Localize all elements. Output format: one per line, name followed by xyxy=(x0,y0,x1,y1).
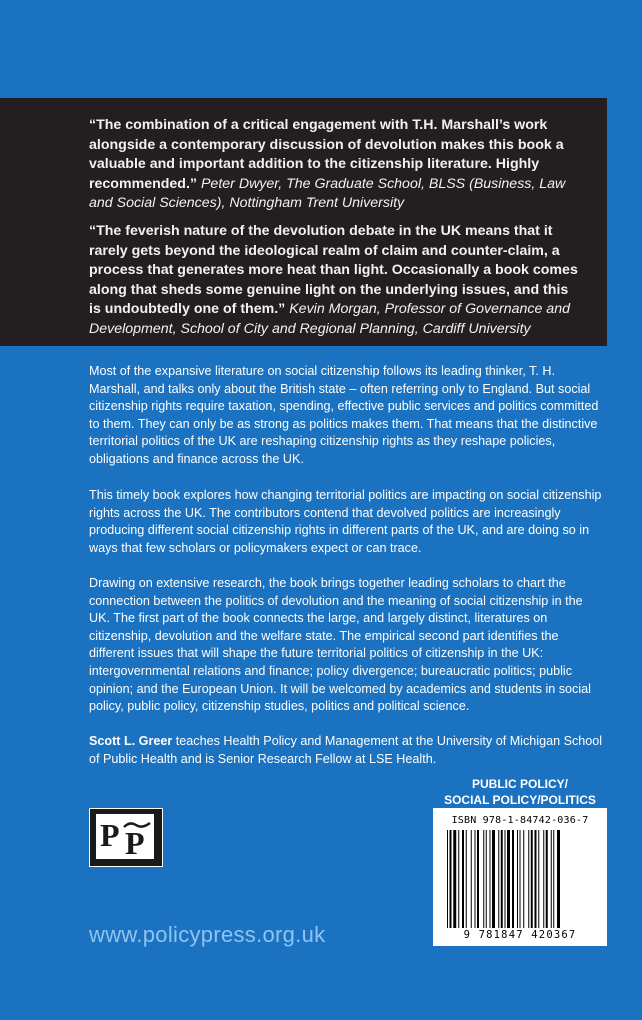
barcode-bar xyxy=(447,830,448,928)
barcode-bar xyxy=(486,830,487,928)
barcode-bar xyxy=(492,830,495,928)
barcode-digits: 9 781847 420367 xyxy=(463,929,577,941)
endorsements-panel xyxy=(0,98,607,346)
subject-category xyxy=(433,776,607,808)
barcode-bar xyxy=(512,830,514,928)
barcode-bar xyxy=(546,830,548,928)
barcode-bar xyxy=(458,830,459,928)
barcode-bar xyxy=(538,830,539,928)
endorsement-text: “The feverish nature of the devolution debate in the UK means that it rarely gets beyond the ideological realm of claim and counter-claim, a process that generates more heat than light. Occasionally a book comes along that sheds some genuine light on the underlying issues, and this is undoubtedly one of them.” xyxy=(89,223,578,318)
barcode-bar xyxy=(477,830,479,928)
barcode-bar xyxy=(517,830,518,928)
endorsement-attribution: Kevin Morgan, Professor of Governance and Development, School of City and Regional Planning, Cardiff University xyxy=(89,301,570,337)
author-bio-text: teaches Health Policy and Management at the University of Michigan School of Public Health and is Senior Research Fellow at LSE Health. xyxy=(89,734,603,766)
barcode-bar xyxy=(450,830,452,928)
barcode-icon xyxy=(447,830,593,928)
barcode-bar xyxy=(490,830,491,928)
description-paragraph: Most of the expansive literature on social citizenship follows its leading thinker, T. H. Marshall, and talks only about the British state – often referring only to England. But social citizenship rights require taxation, spending, effective public services and politics committed to them. They can only be as strong as politics makes them. That means that the distinctive territorial politics of the UK are reshaping citizenship rights as they reshape policies, obligations and finance across the UK. xyxy=(89,364,599,466)
isbn-label: ISBN 978-1-84742-036-7 xyxy=(451,815,589,826)
barcode-bar xyxy=(466,830,467,928)
description-paragraph: Drawing on extensive research, the book brings together leading scholars to chart the connection between the politics of devolution and the meaning of social citizenship in the UK. The first part of the book connects the large, and largely distinct, literatures on citizenship, devolution and the welfare state. The empirical second part identifies the different issues that will shape the future territorial politics of citizenship in the UK: intergovernmental relations and finance; policy divergence; bureaucratic politics; public opinion; and the European Union. It will be welcomed by academics and students in social policy, public policy, citizenship studies, politics and political science. xyxy=(89,576,591,714)
author-name: Scott L. Greer xyxy=(89,734,173,748)
barcode-bar xyxy=(475,830,476,928)
isbn-barcode xyxy=(433,808,607,946)
logo-letter: P xyxy=(125,825,145,861)
barcode-bar xyxy=(553,830,554,928)
barcode-bar xyxy=(453,830,456,928)
barcode-bar xyxy=(551,830,552,928)
category-line: PUBLIC POLICY/ xyxy=(471,777,568,791)
barcode-bar xyxy=(507,830,510,928)
endorsement-text: “The combination of a critical engagement with T.H. Marshall’s work alongside a contemporary discussion of devolution makes this book a valuable and important addition to the citizenship literature. Highly recommended.” xyxy=(89,117,564,192)
barcode-bar xyxy=(505,830,506,928)
barcode-bar xyxy=(520,830,521,928)
author-bio xyxy=(89,733,603,768)
endorsement-attribution: Peter Dwyer, The Graduate School, BLSS (Business, Law and Social Sciences), Nottingham Trent University xyxy=(89,175,566,212)
policy-press-logo-icon xyxy=(89,808,163,867)
endorsement-quote xyxy=(89,222,581,340)
barcode-bar xyxy=(557,830,560,928)
barcode-bar xyxy=(543,830,544,928)
publisher-website: www.policypress.org.uk xyxy=(89,922,326,947)
barcode-bar xyxy=(462,830,464,928)
description-paragraph: This timely book explores how changing territorial politics are impacting on social citizenship rights across the UK. The contributors contend that devolved politics are increasingly producing different social citizenship rights in different parts of the UK, and are doing so in ways that few scholars or policymakers expect or can trace. xyxy=(89,488,602,555)
barcode-bar xyxy=(531,830,533,928)
barcode-bar xyxy=(483,830,484,928)
barcode-bar xyxy=(528,830,529,928)
barcode-bar xyxy=(535,830,537,928)
barcode-bar xyxy=(501,830,503,928)
logo-mark xyxy=(96,814,154,859)
logo-letter: P xyxy=(100,817,120,853)
barcode-bar xyxy=(523,830,524,928)
category-line: SOCIAL POLICY/POLITICS xyxy=(444,793,596,807)
barcode-bar xyxy=(498,830,499,928)
barcode-bar xyxy=(471,830,472,928)
endorsement-quote xyxy=(89,116,581,214)
